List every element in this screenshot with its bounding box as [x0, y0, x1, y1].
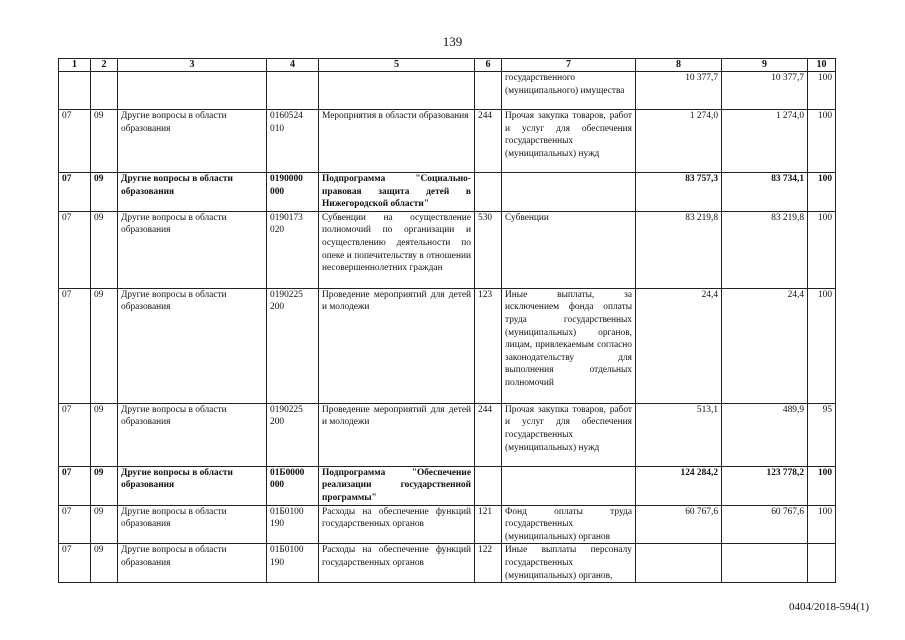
cell-expense-code: [475, 72, 502, 110]
cell-section: 07: [59, 288, 91, 403]
cell-name: [118, 72, 267, 110]
cell-plan: 83 219,8: [636, 211, 722, 288]
cell-program: Подпрограмма "Социально-правовая защита детей в Нижегородской области": [319, 173, 475, 212]
cell-program: Подпрограмма "Обеспечение реализации государственной программы": [319, 466, 475, 505]
cell-subsection: [91, 72, 118, 110]
cell-expense-code: 244: [475, 403, 502, 466]
cell-expense-code: 123: [475, 288, 502, 403]
cell-name: Другие вопросы в области образования: [118, 466, 267, 505]
table-row: [59, 288, 836, 403]
cell-name: Другие вопросы в области образования: [118, 288, 267, 403]
cell-actual: 83 219,8: [722, 211, 808, 288]
cell-expense-type: Фонд оплаты труда государственных (муниципальных) органов: [502, 505, 636, 544]
cell-actual: 24,4: [722, 288, 808, 403]
cell-target-code: 0160524 010: [267, 110, 319, 173]
cell-percent: 100: [808, 173, 836, 212]
cell-section: [59, 72, 91, 110]
table-row: [59, 173, 836, 212]
cell-actual: 489,9: [722, 403, 808, 466]
cell-expense-type: Прочая закупка товаров, работ и услуг для обеспечения государственных (муниципальных) нужд: [502, 403, 636, 466]
page-number: 139: [442, 34, 463, 49]
cell-target-code: 01Б0100 190: [267, 505, 319, 544]
cell-plan: 124 284,2: [636, 466, 722, 505]
cell-expense-code: [475, 173, 502, 212]
cell-plan: 513,1: [636, 403, 722, 466]
cell-name: Другие вопросы в области образования: [118, 544, 267, 583]
col-header-9: 9: [722, 59, 808, 72]
cell-expense-code: 121: [475, 505, 502, 544]
table-row: [59, 403, 836, 466]
col-header-5: 5: [319, 59, 475, 72]
cell-expense-type: [502, 173, 636, 212]
cell-percent: 100: [808, 466, 836, 505]
cell-percent: [808, 544, 836, 583]
cell-target-code: 0190173 020: [267, 211, 319, 288]
table-row: [59, 72, 836, 110]
cell-subsection: 09: [91, 403, 118, 466]
col-header-1: 1: [59, 59, 91, 72]
cell-percent: 100: [808, 211, 836, 288]
col-header-7: 7: [502, 59, 636, 72]
cell-section: 07: [59, 211, 91, 288]
col-header-2: 2: [91, 59, 118, 72]
cell-subsection: 09: [91, 173, 118, 212]
cell-percent: 100: [808, 288, 836, 403]
cell-expense-type: Иные выплаты персоналу государственных (муниципальных) органов,: [502, 544, 636, 583]
document-code: 0404/2018-594(1): [788, 601, 869, 613]
cell-section: 07: [59, 466, 91, 505]
cell-subsection: 09: [91, 288, 118, 403]
cell-expense-type: Прочая закупка товаров, работ и услуг для обеспечения государственных (муниципальных) нужд: [502, 110, 636, 173]
table-row: [59, 466, 836, 505]
cell-target-code: 0190225 200: [267, 288, 319, 403]
cell-name: Другие вопросы в области образования: [118, 211, 267, 288]
cell-plan: 24,4: [636, 288, 722, 403]
table-row: [59, 110, 836, 173]
cell-target-code: 0190225 200: [267, 403, 319, 466]
cell-target-code: [267, 72, 319, 110]
cell-subsection: 09: [91, 505, 118, 544]
cell-subsection: 09: [91, 544, 118, 583]
cell-program: Мероприятия в области образования: [319, 110, 475, 173]
cell-name: Другие вопросы в области образования: [118, 110, 267, 173]
table-row: [59, 211, 836, 288]
cell-plan: 10 377,7: [636, 72, 722, 110]
cell-expense-type: [502, 466, 636, 505]
cell-target-code: 01Б0000 000: [267, 466, 319, 505]
cell-subsection: 09: [91, 211, 118, 288]
cell-section: 07: [59, 173, 91, 212]
cell-section: 07: [59, 544, 91, 583]
cell-expense-code: 530: [475, 211, 502, 288]
cell-name: Другие вопросы в области образования: [118, 505, 267, 544]
cell-percent: 95: [808, 403, 836, 466]
cell-actual: 123 778,2: [722, 466, 808, 505]
cell-name: Другие вопросы в области образования: [118, 173, 267, 212]
cell-percent: 100: [808, 110, 836, 173]
col-header-10: 10: [808, 59, 836, 72]
col-header-4: 4: [267, 59, 319, 72]
cell-program: Субвенции на осуществление полномочий по организации и осуществлению деятельности по опеке и попечительству в отношении несовершеннолетних граждан: [319, 211, 475, 288]
cell-expense-type: Иные выплаты, за исключением фонда оплаты труда государственных (муниципальных) органов, лицам, привлекаемым согласно законодательству для выполнения отдельных полномочий: [502, 288, 636, 403]
cell-target-code: 0190000 000: [267, 173, 319, 212]
header-row: [59, 59, 836, 72]
budget-table: [58, 58, 836, 583]
cell-target-code: 01Б0100 190: [267, 544, 319, 583]
cell-percent: 100: [808, 72, 836, 110]
cell-name: Другие вопросы в области образования: [118, 403, 267, 466]
cell-section: 07: [59, 110, 91, 173]
cell-program: [319, 72, 475, 110]
cell-expense-type: Субвенции: [502, 211, 636, 288]
table-row: [59, 544, 836, 583]
cell-expense-code: [475, 466, 502, 505]
cell-percent: 100: [808, 505, 836, 544]
col-header-8: 8: [636, 59, 722, 72]
cell-expense-code: 122: [475, 544, 502, 583]
cell-program: Проведение мероприятий для детей и молодежи: [319, 403, 475, 466]
cell-actual: 10 377,7: [722, 72, 808, 110]
cell-plan: [636, 544, 722, 583]
cell-actual: 83 734,1: [722, 173, 808, 212]
cell-expense-code: 244: [475, 110, 502, 173]
cell-plan: 60 767,6: [636, 505, 722, 544]
cell-actual: 1 274,0: [722, 110, 808, 173]
cell-expense-type: государственного (муниципального) имущества: [502, 72, 636, 110]
col-header-3: 3: [118, 59, 267, 72]
cell-actual: [722, 544, 808, 583]
cell-actual: 60 767,6: [722, 505, 808, 544]
cell-section: 07: [59, 505, 91, 544]
cell-subsection: 09: [91, 110, 118, 173]
cell-subsection: 09: [91, 466, 118, 505]
col-header-6: 6: [475, 59, 502, 72]
cell-plan: 83 757,3: [636, 173, 722, 212]
cell-plan: 1 274,0: [636, 110, 722, 173]
table-row: [59, 505, 836, 544]
cell-section: 07: [59, 403, 91, 466]
cell-program: Расходы на обеспечение функций государственных органов: [319, 544, 475, 583]
cell-program: Расходы на обеспечение функций государственных органов: [319, 505, 475, 544]
cell-program: Проведение мероприятий для детей и молодежи: [319, 288, 475, 403]
